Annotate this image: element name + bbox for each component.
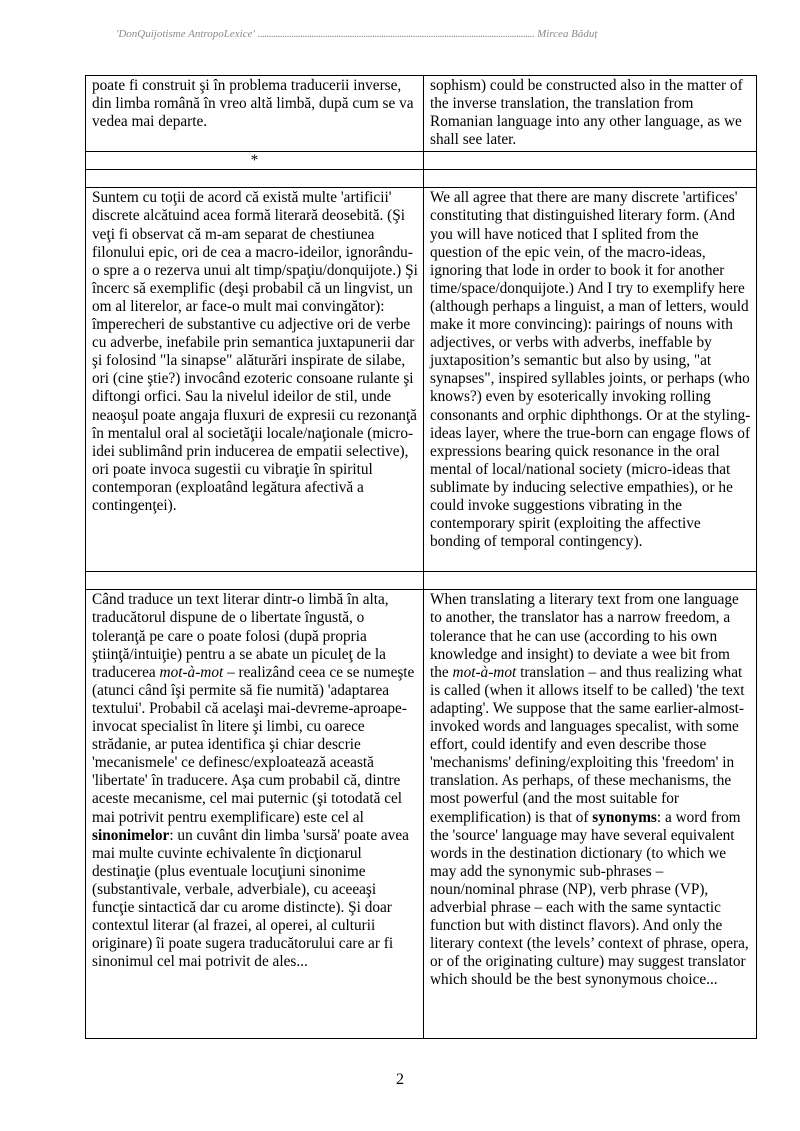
spacer-row [86, 572, 757, 590]
text-run: translation – and thus realizing what is called (when it allows itself to be called) 'the text adapting'. We suppose that the same earlier-almost-invoked words and languages specalist, with some effort, could identify and even describe those 'mechanisms' defining/exploiting this 'freedom' in translation. As perhaps, of these mechanisms, the most powerful (and the most suitable for exemplification) is that of [430, 663, 745, 826]
bold-term: sinonimelor [92, 826, 170, 844]
romanian-cell [86, 590, 424, 1039]
romanian-cell: Suntem cu toţii de acord că există multe 'artificii' discrete alcătuind acea formă literară deosebită. (Şi veţi fi observat că m-am separat de chestiunea filonului epic, ori de cea a macro-ideilor, ignorându-o spre a o rezerva unui alt timp/spaţiu/donquijote.) Şi încerc să exemplific (deşi probabil că un lingvist, un om al literelor, ar face-o mult mai convingător): împerecheri de substantive cu adjective ori de verbe cu adverbe, inefabile prin semantica juxtapunerii dar şi folosind "la sinapse" alăturări inspirate de silabe, ori (cine ştie?) invocând ezoteric consoane rulante şi diftongi orfici. Sau la nivelul ideilor de stil, unde neaoşul poate angaja fluxuri de expresii cu rezonanţă în mentalul oral al societăţii locale/naţionale (micro-idei sublimând prin inducerea de empatii selective), ori poate invoca sugestii cu vibraţie în spiritul contemporan (exploatând legătura afectivă a contingenţei). [86, 188, 424, 572]
asterisk-separator: * [86, 152, 424, 170]
italic-term: mot-à-mot [452, 663, 517, 681]
table-row [86, 188, 757, 572]
text-run: – realizând ceea ce se numeşte (atunci când îşi permite să fie numită) 'adaptarea textului'. Probabil că acelaşi mai-devreme-aproape-invocat specialist în litere şi limbi, cu oarece strădanie, ar putea identifica şi chiar descrie 'mecanismele' ce definesc/exploatează această 'libertate' în traducere. Aşa cum probabil că, dintre aceste mecanisme, cel mai puternic (şi totodată cel mai potrivit pentru exemplificare) este cel al [92, 663, 415, 826]
empty-cell [424, 152, 757, 170]
spacer-row [86, 170, 757, 188]
header-leader-dots: ........................................................................................................................... [257, 28, 535, 40]
empty-cell [424, 170, 757, 188]
bold-term: synonyms [592, 808, 657, 826]
english-cell: We all agree that there are many discrete 'artifices' constituting that distinguished literary form. (And you will have noticed that I splited from the question of the epic vein, of the macro-ideas, ignoring that lode in order to book it for another time/space/donquijote.) And I try to exemplify here (although perhaps a linguist, a man of letters, would make it more convincing): pairings of nouns with adjectives, or verbs with adverbs, ineffable by juxtaposition’s semantic but also by using, "at synapses", inspired syllables joints, or perhaps (who knows?) even by esoterically invoking rolling consonants and orphic diphthongs. Or at the styling-ideas layer, where the true-born can engage flows of expressions bearing quick resonance in the oral mental of local/national society (micro-ideas that sublimate by inducing selective empathies), or he could invoke suggestions vibrating in the contemporary spirit (exploiting the affective bonding of temporal contingency). [424, 188, 757, 572]
bilingual-table [85, 75, 757, 1039]
text-run: Când traduce un text literar dintr-o limbă în alta, traducătorul dispune de o libertate îngustă, o toleranţă pe care o poate folosi (după propria ştiinţă/intuiţie) pentru a se abate un piculeţ de la traducerea [92, 591, 389, 681]
text-run: When translating a literary text from one language to another, the translator has a narrow freedom, a tolerance that he can use (according to his own knowledge and insight) to deviate a wee bit from the [430, 591, 739, 681]
separator-row [86, 152, 757, 170]
table-row [86, 590, 757, 1039]
italic-term: mot-à-mot [159, 663, 224, 681]
header-title: 'DonQuijotisme AntropoLexice' [116, 28, 255, 40]
english-cell [424, 590, 757, 1039]
running-header [116, 28, 686, 40]
empty-cell [86, 572, 424, 590]
english-cell: sophism) could be constructed also in the matter of the inverse translation, the translation from Romanian language into any other language, as we shall see later. [424, 76, 757, 152]
header-author: Mircea Băduț [537, 28, 598, 40]
romanian-cell: poate fi construit şi în problema traducerii inverse, din limba română în vreo altă limbă, după cum se va vedea mai departe. [86, 76, 424, 152]
page-number: 2 [396, 1071, 404, 1088]
empty-cell [424, 572, 757, 590]
table-row [86, 76, 757, 152]
text-run: : a word from the 'source' language may have several equivalent words in the destination dictionary (to which we may add the synonymic sub-phrases – noun/nominal phrase (NP), verb phrase (VP), adverbial phrase – each with the same syntactic function but with distinct flavors). And only the literary context (the levels’ context of phrase, opera, or of the originating culture) may suggest translator which should be the best synonymous choice... [430, 808, 749, 989]
empty-cell [86, 170, 424, 188]
text-run: : un cuvânt din limba 'sursă' poate avea mai multe cuvinte echivalente în dicţionarul destinaţie (plus eventuale locuţiuni sinonime (substantivale, verbale, adverbiale), cu aceeaşi funcţie sintactică dar cu arome distincte). Şi doar contextul literar (al frazei, al operei, al culturii originare) îi poate sugera traducătorului care ar fi sinonimul cel mai potrivit de ales... [92, 826, 409, 971]
